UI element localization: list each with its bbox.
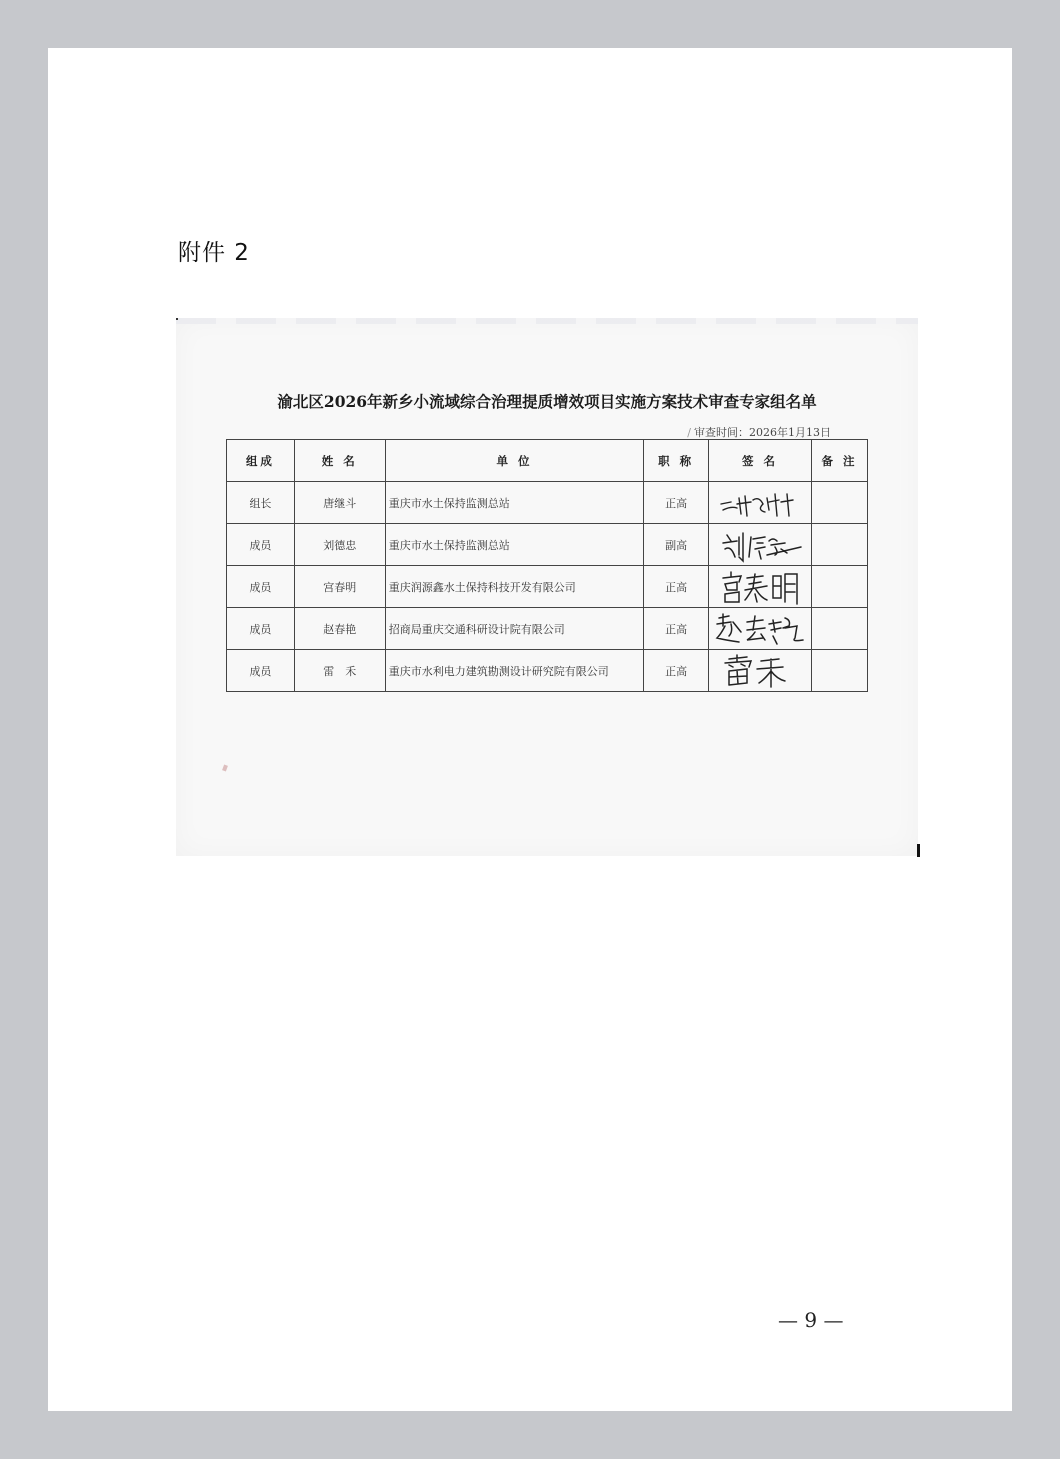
- cell-title: 副高: [644, 524, 709, 566]
- scan-speck: [176, 318, 178, 320]
- cell-name: 刘德忠: [294, 524, 385, 566]
- cell-unit: 重庆市水土保持监测总站: [385, 482, 643, 524]
- cell-unit: 重庆市水利电力建筑勘测设计研究院有限公司: [385, 650, 643, 692]
- cell-name: 宫春明: [294, 566, 385, 608]
- header-role: 组成: [227, 440, 295, 482]
- signature-cell: [709, 566, 812, 608]
- table-row: [227, 482, 868, 524]
- handwritten-signature: [717, 568, 803, 606]
- cell-unit: 招商局重庆交通科研设计院有限公司: [385, 608, 643, 650]
- handwritten-signature: [717, 486, 803, 520]
- signature-cell: [709, 608, 812, 650]
- header-title: 职 称: [644, 440, 709, 482]
- attachment-label: 附件 2: [178, 240, 250, 266]
- cell-role: 成员: [227, 524, 295, 566]
- cell-name: 雷 禾: [294, 650, 385, 692]
- page-number: — 9 —: [778, 1308, 844, 1332]
- cell-unit: 重庆市水土保持监测总站: [385, 524, 643, 566]
- cell-title: 正高: [644, 608, 709, 650]
- expert-roster-table: [226, 439, 868, 692]
- signature-cell: [709, 524, 812, 566]
- signature-cell: [709, 650, 812, 692]
- handwritten-signature: [711, 610, 809, 648]
- signature-cell: [709, 482, 812, 524]
- cell-role: 成员: [227, 566, 295, 608]
- cell-title: 正高: [644, 650, 709, 692]
- cell-remark: [812, 650, 868, 692]
- handwritten-signature: [717, 653, 803, 689]
- header-unit: 单 位: [385, 440, 643, 482]
- table-row: [227, 608, 868, 650]
- table-header-row: [227, 440, 868, 482]
- handwritten-signature: [717, 527, 803, 563]
- scan-speck: [222, 764, 228, 771]
- table-row: [227, 524, 868, 566]
- cell-role: 成员: [227, 650, 295, 692]
- document-page: [48, 48, 1012, 1411]
- review-date-text: 审查时间：2026年1月13日: [694, 426, 831, 439]
- scan-edge-mark: [917, 844, 920, 857]
- cell-name: 赵春艳: [294, 608, 385, 650]
- cell-title: 正高: [644, 482, 709, 524]
- cell-role: 组长: [227, 482, 295, 524]
- header-name: 姓 名: [294, 440, 385, 482]
- cell-role: 成员: [227, 608, 295, 650]
- scan-border-noise: [176, 318, 918, 324]
- form-title: 渝北区2026年新乡小流域综合治理提质增效项目实施方案技术审查专家组名单: [277, 392, 817, 411]
- table-row: [227, 566, 868, 608]
- cell-title: 正高: [644, 566, 709, 608]
- header-remark: 备 注: [812, 440, 868, 482]
- cell-remark: [812, 608, 868, 650]
- cell-remark: [812, 566, 868, 608]
- cell-remark: [812, 524, 868, 566]
- scanned-form-image: [176, 318, 918, 856]
- table-row: [227, 650, 868, 692]
- cell-remark: [812, 482, 868, 524]
- cell-name: 唐继斗: [294, 482, 385, 524]
- header-signature: 签 名: [709, 440, 812, 482]
- cell-unit: 重庆润源鑫水土保持科技开发有限公司: [385, 566, 643, 608]
- review-date: / 审查时间：2026年1月13日: [687, 426, 831, 439]
